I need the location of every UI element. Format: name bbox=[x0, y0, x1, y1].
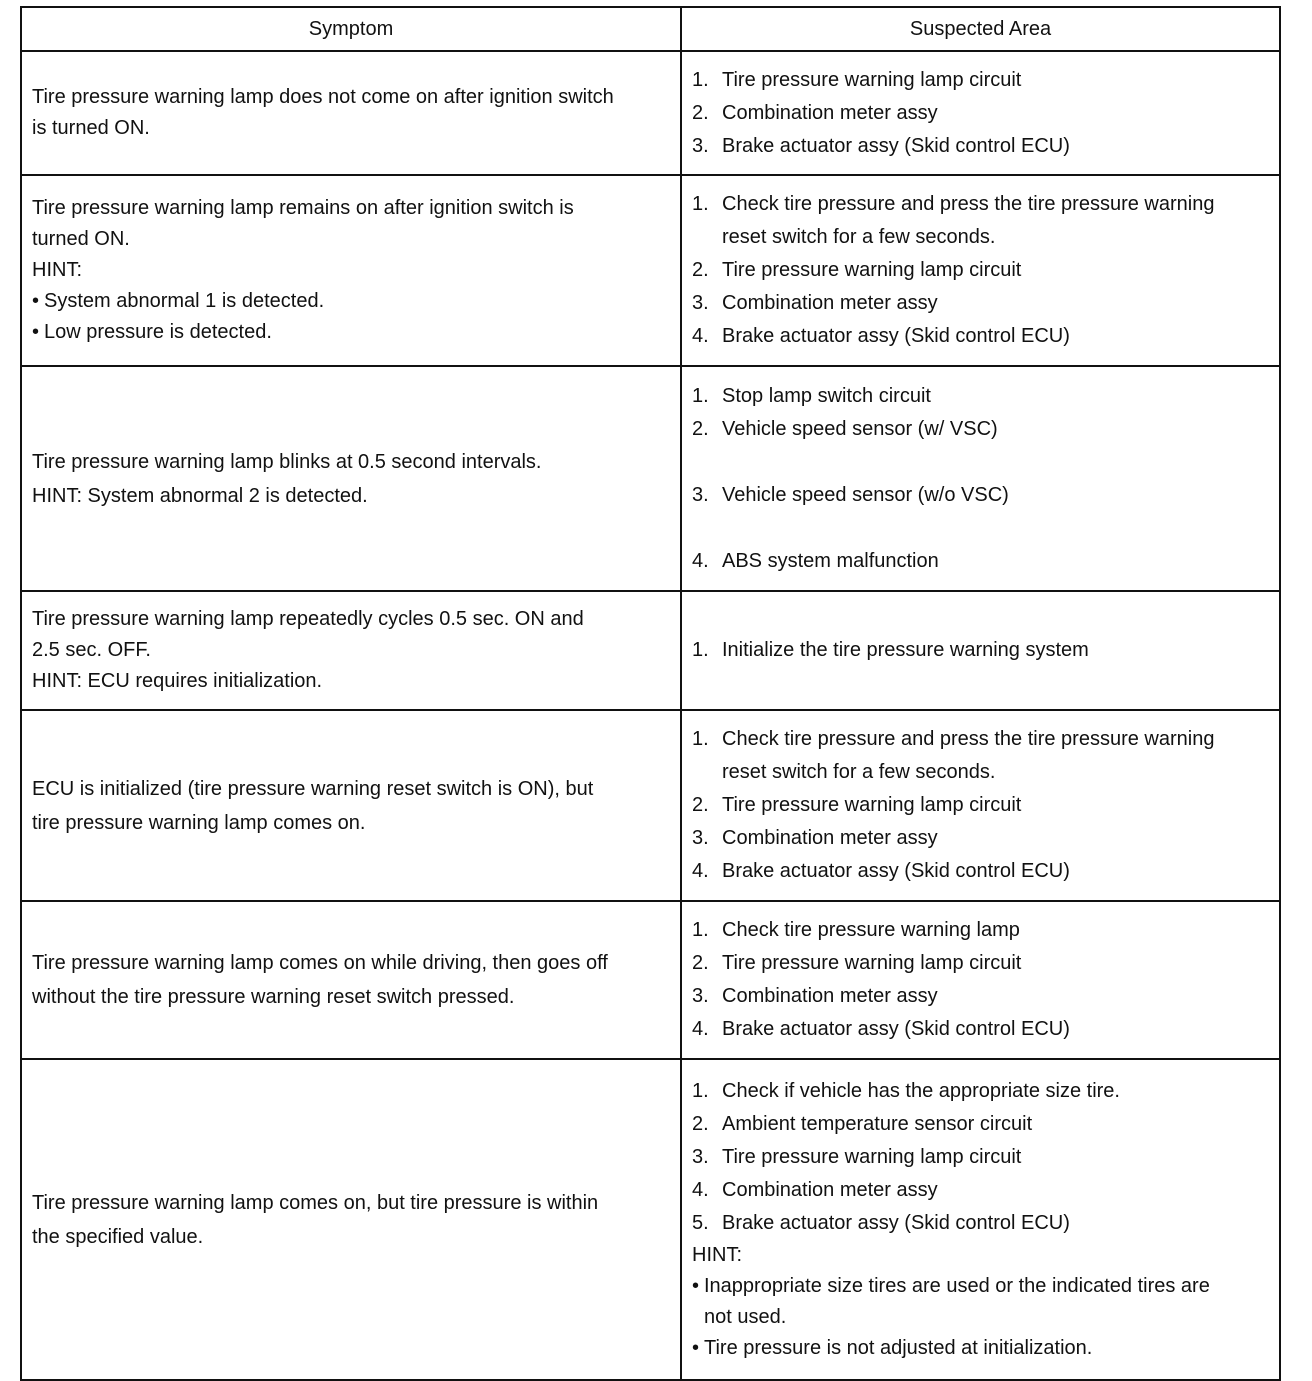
item-text: reset switch for a few seconds. bbox=[722, 761, 996, 783]
symptom-line: Tire pressure warning lamp remains on after ignition switch is bbox=[32, 197, 574, 219]
item-text: Brake actuator assy (Skid control ECU) bbox=[722, 325, 1070, 347]
symptom-cell bbox=[21, 710, 681, 901]
item-number: 4. bbox=[692, 1018, 709, 1040]
list-item bbox=[692, 1075, 1269, 1108]
list-item bbox=[692, 822, 1269, 855]
item-number: 3. bbox=[692, 985, 709, 1007]
item-text: Tire pressure warning lamp circuit bbox=[722, 1146, 1022, 1168]
item-number: 4. bbox=[692, 860, 709, 882]
item-text: Check if vehicle has the appropriate size tire. bbox=[722, 1080, 1120, 1102]
list-item bbox=[692, 1108, 1269, 1141]
item-number: 2. bbox=[692, 1113, 709, 1135]
item-number: 1. bbox=[692, 193, 709, 215]
suspected-area-list bbox=[692, 723, 1269, 888]
item-number: 1. bbox=[692, 728, 709, 750]
item-text: Combination meter assy bbox=[722, 1179, 938, 1201]
item-text: Check tire pressure and press the tire pressure warning bbox=[722, 728, 1215, 750]
list-item bbox=[692, 320, 1269, 353]
suspected-area-cell bbox=[681, 51, 1280, 175]
suspected-area-list bbox=[692, 634, 1269, 667]
item-number: 1. bbox=[692, 68, 709, 91]
item-number: 5. bbox=[692, 1212, 709, 1234]
suspected-area-list bbox=[692, 380, 1269, 578]
problem-symptoms-table bbox=[20, 6, 1281, 1381]
item-number: 3. bbox=[692, 134, 709, 157]
list-item bbox=[692, 287, 1269, 320]
hint-label: HINT: bbox=[32, 259, 82, 281]
suspected-area-list bbox=[692, 914, 1269, 1046]
suspected-area-list bbox=[692, 1075, 1269, 1240]
list-item bbox=[692, 1174, 1269, 1207]
list-item bbox=[692, 545, 1269, 578]
list-item bbox=[692, 130, 1269, 163]
list-item bbox=[692, 980, 1269, 1013]
header-row bbox=[21, 7, 1280, 51]
symptom-cell bbox=[21, 901, 681, 1059]
item-number: 3. bbox=[692, 827, 709, 849]
item-text: Tire pressure warning lamp circuit bbox=[722, 794, 1022, 816]
table-row bbox=[21, 1059, 1280, 1380]
item-number: 4. bbox=[692, 549, 709, 572]
list-item bbox=[692, 479, 1269, 512]
list-item bbox=[692, 1013, 1269, 1046]
item-text: ABS system malfunction bbox=[722, 549, 939, 572]
symptom-line: is turned ON. bbox=[32, 117, 150, 139]
hint-bullet: • System abnormal 1 is detected. bbox=[32, 290, 325, 312]
hint-bullet: • Low pressure is detected. bbox=[32, 321, 272, 343]
suspected-area-header: Suspected Area bbox=[681, 7, 1280, 51]
item-text: Combination meter assy bbox=[722, 292, 938, 314]
hint-bullet: • Inappropriate size tires are used or the indicated tires are not used. bbox=[692, 1275, 1210, 1328]
symptom-line: Tire pressure warning lamp repeatedly cycles 0.5 sec. ON and bbox=[32, 608, 584, 630]
item-number: 1. bbox=[692, 919, 709, 941]
symptom-cell bbox=[21, 51, 681, 175]
item-number: 2. bbox=[692, 794, 709, 816]
list-item bbox=[692, 254, 1269, 287]
symptom-line: turned ON. bbox=[32, 228, 130, 250]
item-number: 2. bbox=[692, 259, 709, 281]
list-item bbox=[692, 1207, 1269, 1240]
table-row bbox=[21, 366, 1280, 591]
list-item bbox=[692, 914, 1269, 947]
list-item bbox=[692, 634, 1269, 667]
list-item bbox=[692, 64, 1269, 97]
suspected-area-cell bbox=[681, 901, 1280, 1059]
symptom-line: Tire pressure warning lamp blinks at 0.5 second intervals. bbox=[32, 450, 542, 473]
table-row bbox=[21, 901, 1280, 1059]
table-row bbox=[21, 51, 1280, 175]
item-text: reset switch for a few seconds. bbox=[722, 226, 996, 248]
item-text: Check tire pressure warning lamp bbox=[722, 919, 1020, 941]
item-text: Brake actuator assy (Skid control ECU) bbox=[722, 860, 1070, 882]
item-number: 1. bbox=[692, 384, 709, 407]
symptom-cell bbox=[21, 175, 681, 366]
item-text: Tire pressure warning lamp circuit bbox=[722, 952, 1022, 974]
item-text: Stop lamp switch circuit bbox=[722, 384, 931, 407]
suspected-area-cell bbox=[681, 175, 1280, 366]
symptom-line: 2.5 sec. OFF. bbox=[32, 639, 151, 661]
item-number: 2. bbox=[692, 417, 709, 440]
list-item bbox=[692, 1141, 1269, 1174]
item-text: Combination meter assy bbox=[722, 985, 938, 1007]
item-text: Vehicle speed sensor (w/ VSC) bbox=[722, 417, 998, 440]
symptom-line: tire pressure warning lamp comes on. bbox=[32, 811, 366, 834]
item-number: 1. bbox=[692, 639, 709, 661]
suspected-area-cell bbox=[681, 366, 1280, 591]
list-item bbox=[692, 380, 1269, 413]
list-item bbox=[692, 97, 1269, 130]
suspected-area-list bbox=[692, 188, 1269, 353]
item-text: Combination meter assy bbox=[722, 101, 938, 124]
item-text: Combination meter assy bbox=[722, 827, 938, 849]
item-number: 2. bbox=[692, 101, 709, 124]
symptom-line: the specified value. bbox=[32, 1225, 204, 1248]
symptom-line: HINT: ECU requires initialization. bbox=[32, 670, 323, 692]
symptom-line: ECU is initialized (tire pressure warning reset switch is ON), but bbox=[32, 777, 594, 800]
table-row bbox=[21, 175, 1280, 366]
symptom-line: HINT: System abnormal 2 is detected. bbox=[32, 484, 368, 507]
suspected-area-cell bbox=[681, 591, 1280, 710]
item-number: 2. bbox=[692, 952, 709, 974]
item-number: 3. bbox=[692, 292, 709, 314]
table-row bbox=[21, 591, 1280, 710]
symptom-line: Tire pressure warning lamp comes on while driving, then goes off bbox=[32, 952, 608, 974]
item-text: Check tire pressure and press the tire pressure warning bbox=[722, 193, 1215, 215]
list-item bbox=[692, 413, 1269, 446]
suspected-area-cell bbox=[681, 710, 1280, 901]
list-item bbox=[692, 947, 1269, 980]
item-text: Brake actuator assy (Skid control ECU) bbox=[722, 134, 1070, 157]
item-text: Tire pressure warning lamp circuit bbox=[722, 259, 1022, 281]
item-number: 1. bbox=[692, 1080, 709, 1102]
symptom-line: Tire pressure warning lamp does not come on after ignition switch bbox=[32, 86, 614, 108]
item-text: Brake actuator assy (Skid control ECU) bbox=[722, 1212, 1070, 1234]
list-item bbox=[692, 855, 1269, 888]
item-text: Tire pressure warning lamp circuit bbox=[722, 68, 1022, 91]
hint-bullet: • Tire pressure is not adjusted at initialization. bbox=[692, 1337, 1093, 1359]
list-item bbox=[692, 789, 1269, 822]
item-number: 4. bbox=[692, 325, 709, 347]
list-item bbox=[692, 188, 1269, 254]
suspected-area-list bbox=[692, 64, 1269, 163]
hint-label: HINT: bbox=[692, 1244, 742, 1266]
symptom-cell bbox=[21, 591, 681, 710]
symptom-header: Symptom bbox=[21, 7, 681, 51]
symptom-line: without the tire pressure warning reset switch pressed. bbox=[32, 986, 515, 1008]
symptom-cell bbox=[21, 1059, 681, 1380]
item-text: Brake actuator assy (Skid control ECU) bbox=[722, 1018, 1070, 1040]
item-text: Vehicle speed sensor (w/o VSC) bbox=[722, 483, 1009, 506]
item-text: Initialize the tire pressure warning system bbox=[722, 639, 1089, 661]
item-number: 3. bbox=[692, 483, 709, 506]
symptom-line: Tire pressure warning lamp comes on, but tire pressure is within bbox=[32, 1191, 599, 1214]
item-text: Ambient temperature sensor circuit bbox=[722, 1113, 1033, 1135]
list-item bbox=[692, 723, 1269, 789]
item-number: 3. bbox=[692, 1146, 709, 1168]
table-row bbox=[21, 710, 1280, 901]
symptom-cell bbox=[21, 366, 681, 591]
suspected-area-cell bbox=[681, 1059, 1280, 1380]
item-number: 4. bbox=[692, 1179, 709, 1201]
